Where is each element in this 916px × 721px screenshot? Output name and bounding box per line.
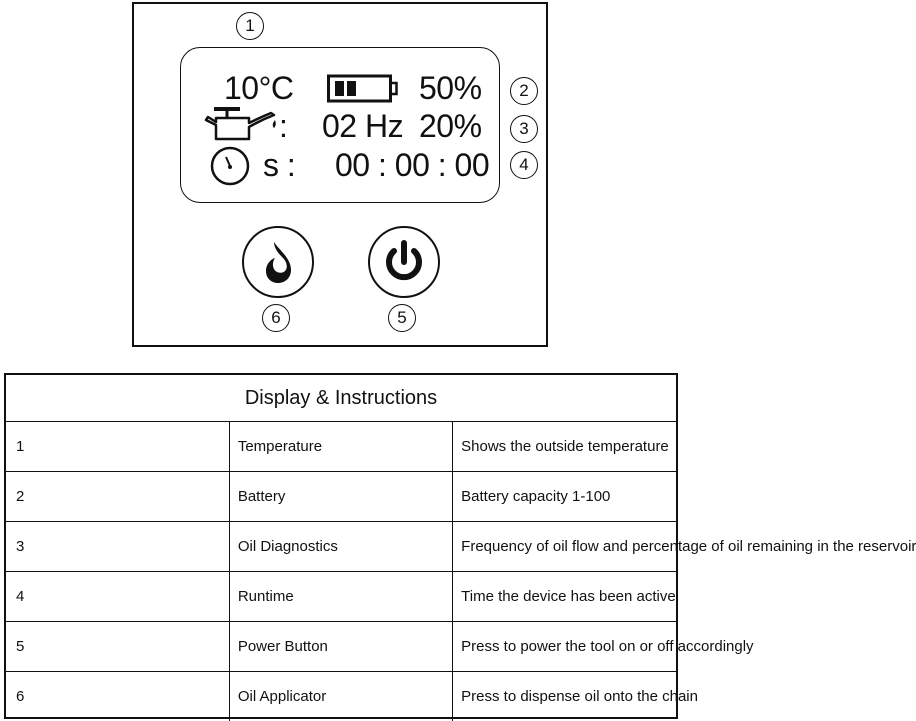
row-name: Runtime: [229, 572, 452, 622]
callout-2: 2: [510, 77, 538, 105]
battery-bar-4: [371, 81, 380, 96]
row-name: Battery: [229, 472, 452, 522]
runtime-readout: 00 : 00 : 00: [335, 147, 489, 183]
table-title: Display & Instructions: [6, 375, 676, 422]
callout-5: 5: [388, 304, 416, 332]
row-description: Time the device has been active: [453, 572, 676, 622]
row-number: 2: [6, 472, 229, 522]
battery-icon: [327, 74, 399, 104]
timer-icon: [209, 145, 251, 187]
row-description: Battery capacity 1-100: [453, 472, 676, 522]
row-number: 5: [6, 622, 229, 672]
row-number: 6: [6, 672, 229, 721]
row-name: Oil Applicator: [229, 672, 452, 721]
row-name: Oil Diagnostics: [229, 522, 452, 572]
battery-bar-3: [359, 81, 368, 96]
table-row: [6, 622, 676, 672]
row-name: Temperature: [229, 422, 452, 472]
battery-bar-1: [335, 81, 344, 96]
oil-frequency: 02 Hz: [322, 108, 403, 144]
table-row: [6, 672, 676, 721]
oil-percent: 20%: [419, 108, 482, 144]
runtime-label: s :: [263, 147, 295, 183]
table-row: [6, 422, 676, 472]
battery-bar-2: [347, 81, 356, 96]
callout-1: 1: [236, 12, 264, 40]
temperature-readout: 10°C: [224, 70, 294, 106]
power-button[interactable]: [368, 226, 440, 298]
row-number: 4: [6, 572, 229, 622]
table-row: [6, 472, 676, 522]
control-panel: [132, 2, 548, 347]
battery-percent: 50%: [419, 70, 482, 106]
oil-drop-icon: [244, 228, 312, 296]
instructions-table: [4, 373, 678, 719]
callout-3: 3: [510, 115, 538, 143]
table-row: [6, 572, 676, 622]
oil-can-icon: [203, 106, 283, 144]
lcd-display: [180, 47, 500, 203]
row-description: Frequency of oil flow and percentage of oil remaining in the reservoir: [453, 522, 676, 572]
row-description: Shows the outside temperature: [453, 422, 676, 472]
row-description: Press to dispense oil onto the chain: [453, 672, 676, 721]
row-description: Press to power the tool on or off accordingly: [453, 622, 676, 672]
callout-4: 4: [510, 151, 538, 179]
power-icon: [370, 228, 438, 296]
callout-6: 6: [262, 304, 290, 332]
row-number: 3: [6, 522, 229, 572]
table-row: [6, 522, 676, 572]
row-name: Power Button: [229, 622, 452, 672]
oil-applicator-button[interactable]: [242, 226, 314, 298]
oil-diagnostics-colon: :: [279, 108, 287, 144]
row-number: 1: [6, 422, 229, 472]
